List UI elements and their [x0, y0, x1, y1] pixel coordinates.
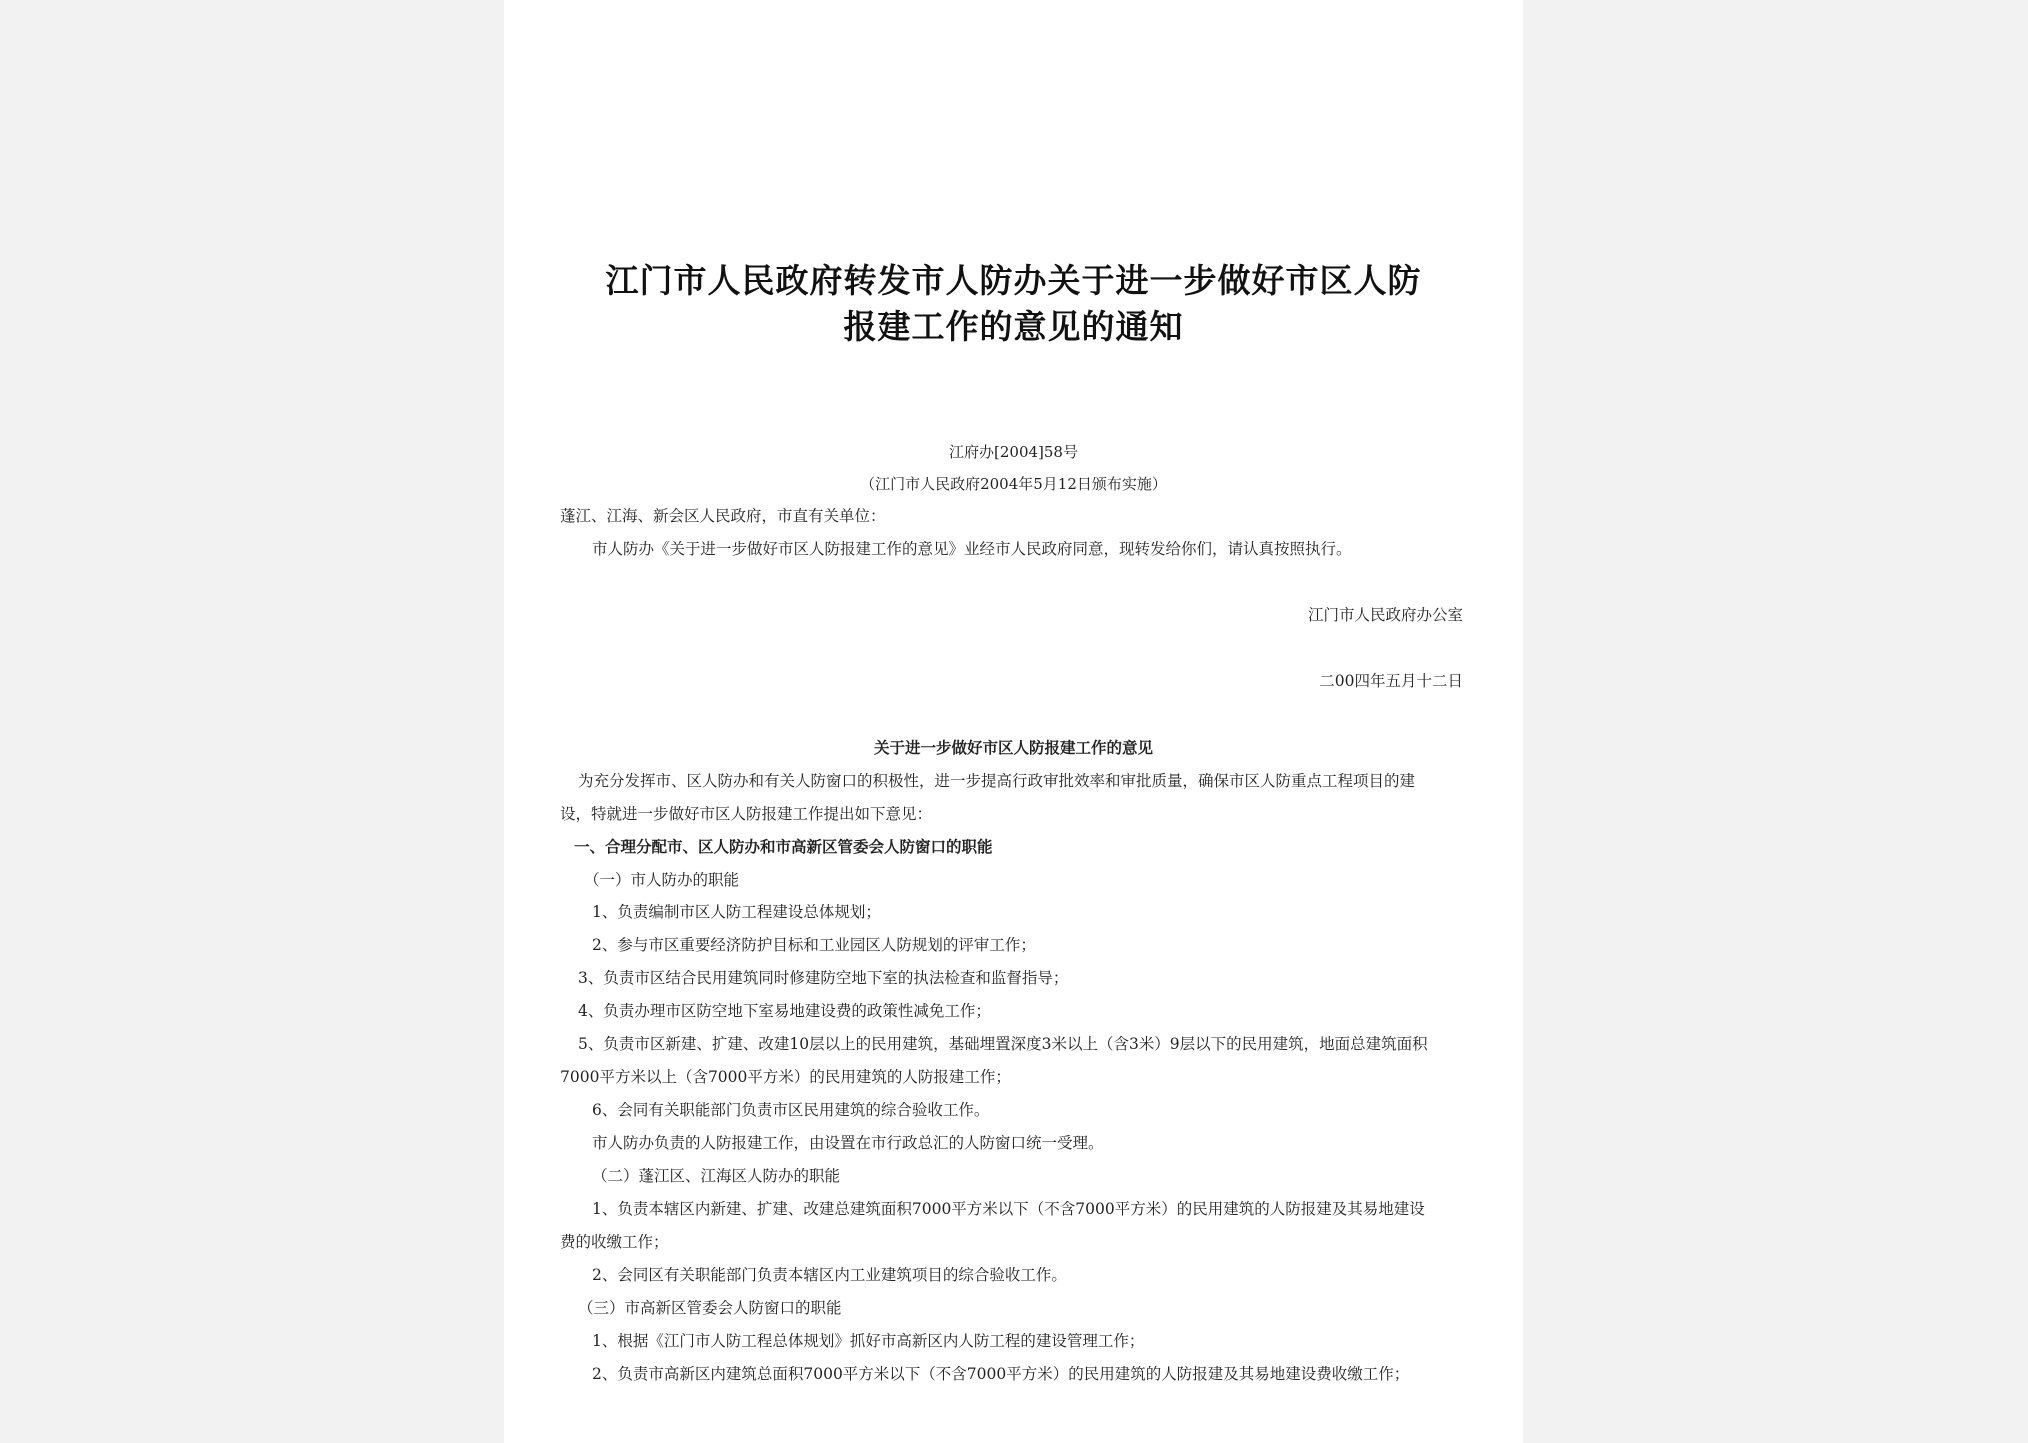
subsection-1-heading: （一）市人防办的职能	[584, 871, 740, 889]
document-title	[504, 258, 1523, 350]
title-line-1: 江门市人民政府转发市人防办关于进一步做好市区人防	[605, 261, 1422, 300]
subsection-2-item-1-line-2: 费的收缴工作；	[560, 1233, 669, 1251]
issue-note: （江门市人民政府2004年5月12日颁布实施）	[860, 475, 1167, 493]
title-line-2: 报建工作的意见的通知	[843, 307, 1184, 346]
subsection-3-item-1: 1、根据《江门市人防工程总体规划》抓好市高新区内人防工程的建设管理工作；	[592, 1332, 1145, 1350]
addressee: 蓬江、江海、新会区人民政府，市直有关单位：	[560, 507, 886, 525]
subsection-2-item-2: 2、会同区有关职能部门负责本辖区内工业建筑项目的综合验收工作。	[592, 1266, 1067, 1284]
subsection-3-heading: （三）市高新区管委会人防窗口的职能	[578, 1299, 842, 1317]
subsection-1-item-1: 1、负责编制市区人防工程建设总体规划；	[592, 903, 881, 921]
subsection-2-item-1-line-1: 1、负责本辖区内新建、扩建、改建总建筑面积7000平方米以下（不含7000平方米）的民用建筑的人防报建及其易地建设	[592, 1200, 1425, 1218]
subsection-1-item-5-line-1: 5、负责市区新建、扩建、改建10层以上的民用建筑，基础埋置深度3米以上（含3米）9层以下的民用建筑，地面总建筑面积	[578, 1035, 1428, 1053]
subsection-1-item-3: 3、负责市区结合民用建筑同时修建防空地下室的执法检查和监督指导；	[578, 969, 1069, 987]
opinion-title: 关于进一步做好市区人防报建工作的意见	[873, 738, 1153, 757]
subsection-1-item-4: 4、负责办理市区防空地下室易地建设费的政策性减免工作；	[578, 1002, 991, 1020]
document-date: 二00四年五月十二日	[1319, 672, 1463, 690]
subsection-1-item-6: 6、会同有关职能部门负责市区民用建筑的综合验收工作。	[592, 1101, 990, 1119]
subsection-3-item-2: 2、负责市高新区内建筑总面积7000平方米以下（不含7000平方米）的民用建筑的人防报建及其易地建设费收缴工作；	[592, 1365, 1410, 1383]
document-number: 江府办[2004]58号	[949, 443, 1078, 461]
notice-body: 市人防办《关于进一步做好市区人防报建工作的意见》业经市人民政府同意，现转发给你们，请认真按照执行。	[592, 540, 1352, 558]
document-page	[504, 0, 1523, 1443]
intro-line-2: 设，特就进一步做好市区人防报建工作提出如下意见：	[560, 805, 933, 823]
subsection-2-heading: （二）蓬江区、江海区人防办的职能	[592, 1167, 841, 1185]
signatory: 江门市人民政府办公室	[1307, 606, 1463, 624]
subsection-1-item-2: 2、参与市区重要经济防护目标和工业园区人防规划的评审工作；	[592, 936, 1036, 954]
section-1-heading: 一、合理分配市、区人防办和市高新区管委会人防窗口的职能	[574, 837, 993, 856]
subsection-1-item-5-line-2: 7000平方米以上（含7000平方米）的民用建筑的人防报建工作；	[560, 1068, 1011, 1086]
intro-line-1: 为充分发挥市、区人防办和有关人防窗口的积极性，进一步提高行政审批效率和审批质量，确保市区人防重点工程项目的建	[578, 772, 1416, 790]
subsection-1-closing: 市人防办负责的人防报建工作，由设置在市行政总汇的人防窗口统一受理。	[592, 1134, 1104, 1152]
